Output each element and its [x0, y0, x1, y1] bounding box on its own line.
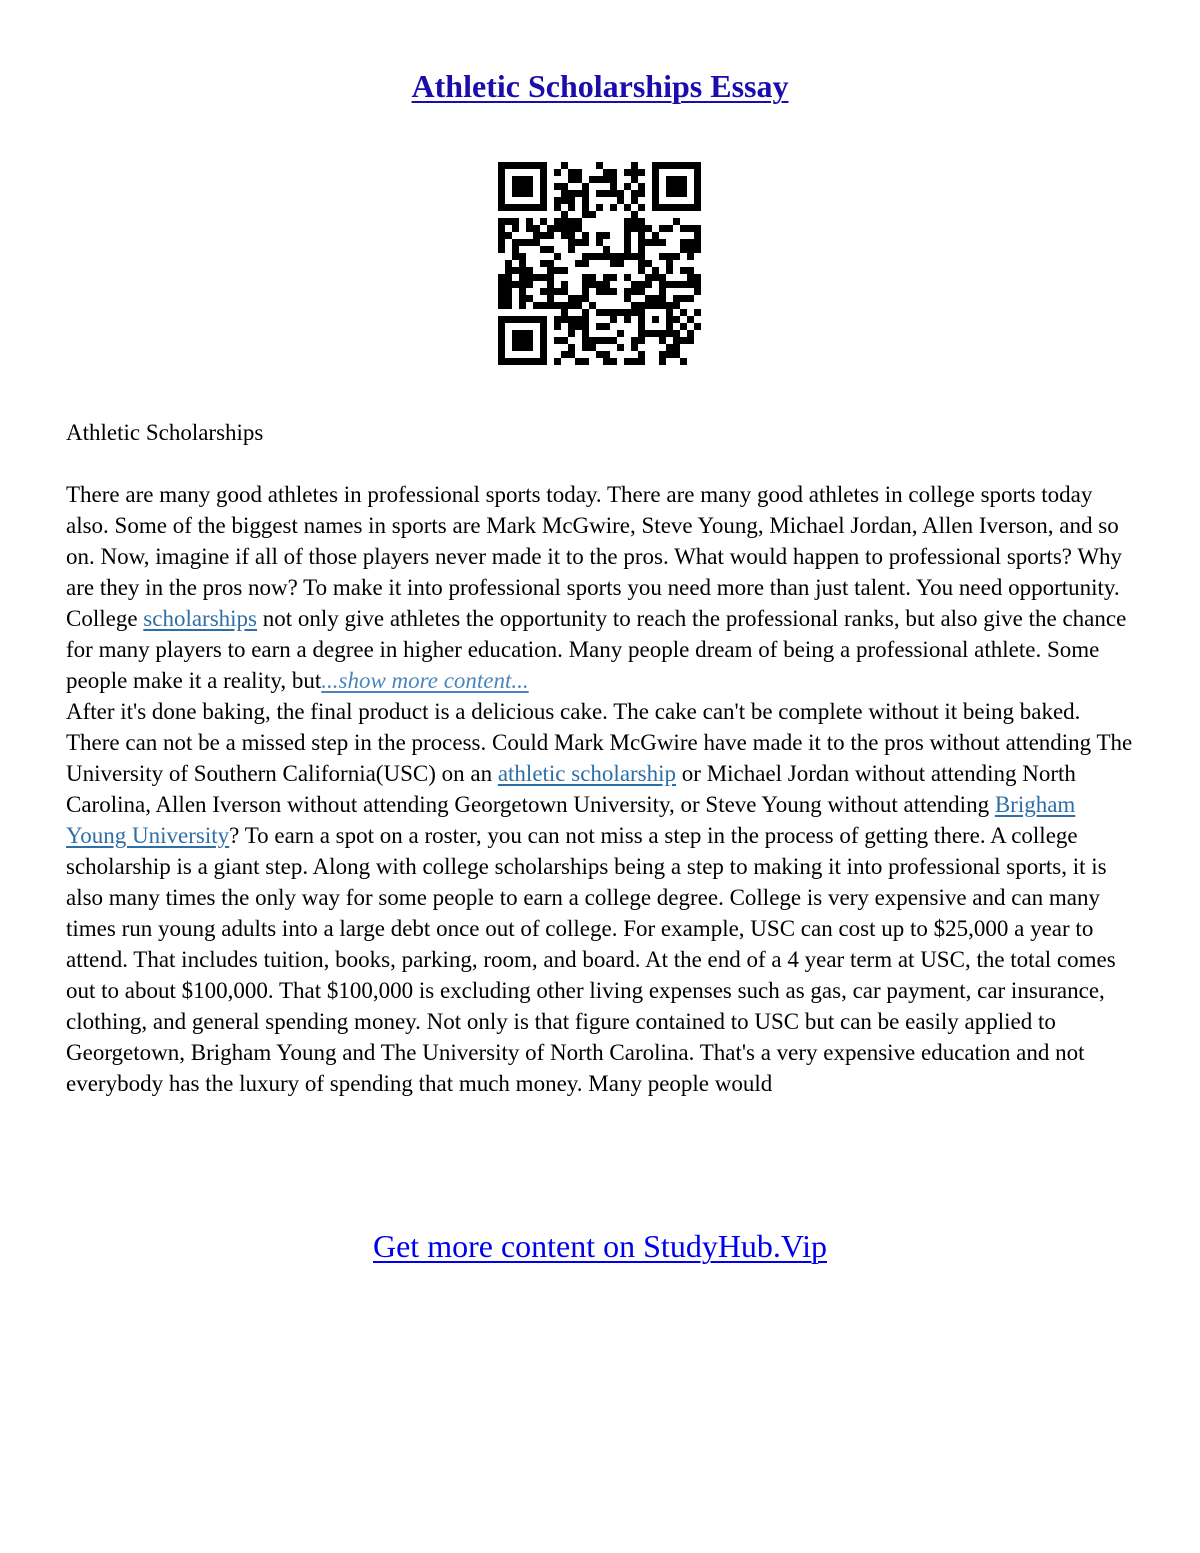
paragraph-intro-text-2: not only give athletes the opportunity to reach the professional ranks, but also give the chance for many players to earn a degree in higher education. Many people dream of being a professional athlete. Some people make it a reality, but	[66, 606, 1127, 693]
paragraph-intro-text-1: There are many good athletes in professional sports today. There are many good athletes in college sports today also. Some of the biggest names in sports are Mark McGwire, Steve Young, Michael Jordan, Allen Iverson, and so on. Now, imagine if all of those players never made it to the pros. What would happen to professional sports? Why are they in the pros now? To make it into professional sports you need more than just talent. You need opportunity. College	[66, 482, 1123, 631]
essay-body	[66, 417, 1138, 1099]
page-title	[0, 66, 1200, 106]
essay-subheading: Athletic Scholarships	[66, 420, 264, 445]
paragraph-main-text-2: or Michael Jordan without attending North Carolina, Allen Iverson without attending Georgetown University, or Steve Young without attending	[66, 761, 1076, 817]
paragraph-main	[66, 696, 1138, 1099]
footer	[0, 1226, 1200, 1266]
paragraph-intro	[66, 479, 1138, 696]
show-more-content-link[interactable]: ...show more content...	[321, 668, 529, 693]
studyhub-link[interactable]: Get more content on StudyHub.Vip	[372, 1228, 827, 1264]
paragraph-main-text-3: ? To earn a spot on a roster, you can not miss a step in the process of getting there. A college scholarship is a giant step. Along with college scholarships being a step to making it into professional sports, it is also many times the only way for some people to earn a college degree. College is very expensive and can many times run young adults into a large debt once out of college. For example, USC can cost up to $25,000 a year to attend. That includes tuition, books, parking, room, and board. At the end of a 4 year term at USC, the total comes out to about $100,000. That $100,000 is excluding other living expenses such as gas, car payment, car insurance, clothing, and general spending money. Not only is that figure contained to USC but can be easily applied to Georgetown, Brigham Young and The University of North Carolina. That's a very expensive education and not everybody has the luxury of spending that much money. Many people would	[66, 823, 1116, 1096]
athletic-scholarship-link[interactable]: athletic scholarship	[497, 761, 677, 786]
qr-code-icon	[498, 162, 701, 365]
brigham-young-university-link[interactable]: Brigham Young University	[66, 792, 1076, 848]
paragraph-main-text-1: After it's done baking, the final product is a delicious cake. The cake can't be complete without it being baked. There can not be a missed step in the process. Could Mark McGwire have made it to the pros without attending The University of Southern California(USC) on an	[66, 699, 1133, 786]
title-link[interactable]: Athletic Scholarships Essay	[411, 68, 789, 104]
scholarships-link[interactable]: scholarships	[143, 606, 258, 631]
